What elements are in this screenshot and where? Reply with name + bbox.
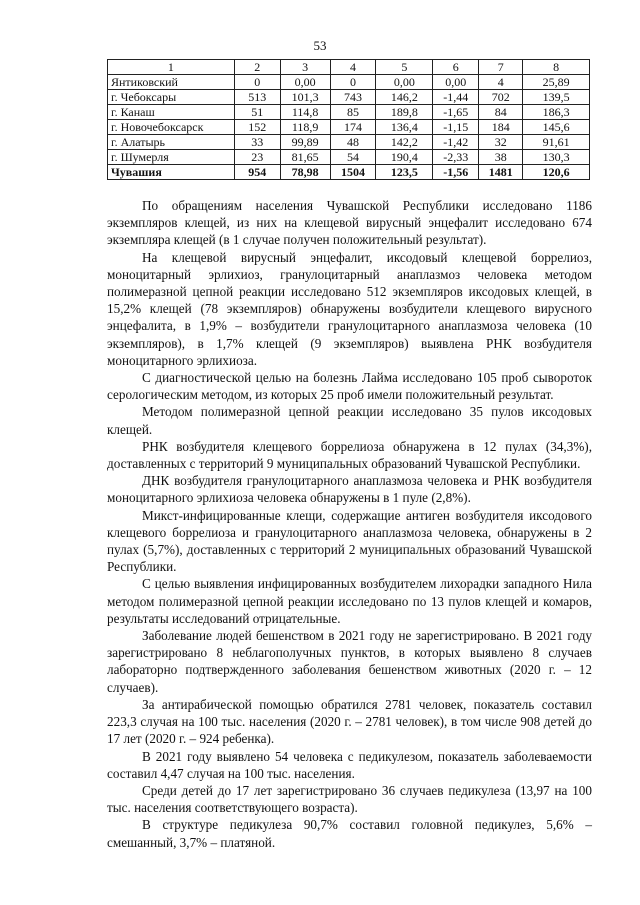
paragraph: Заболевание людей бешенством в 2021 году не зарегистрировано. В 2021 году зарегистрировано 8 неблагополучных пунктов, в которых выявлено 8 случаев лабораторно подтвержденного заболевания бешенством животных (2020 г. – 12 случаев). — [107, 628, 592, 695]
table-cell: -1,44 — [433, 90, 479, 105]
table-cell: 702 — [479, 90, 523, 105]
paragraph: РНК возбудителя клещевого боррелиоза обнаружена в 12 пулах (34,3%), доставленных с территорий 9 муниципальных образований Чувашской Республики. — [107, 438, 592, 472]
table-cell: 146,2 — [376, 90, 433, 105]
table-cell: -1,42 — [433, 135, 479, 150]
table-row — [108, 120, 590, 135]
page-number: 53 — [313, 38, 327, 53]
statistics-table — [107, 59, 590, 180]
paragraph: В структуре педикулеза 90,7% составил головной педикулез, 5,6% – смешанный, 3,7% – платяной. — [107, 817, 592, 850]
table-cell: Янтиковский — [108, 75, 235, 90]
paragraph: Микст-инфицированные клещи, содержащие антиген возбудителя иксодового клещевого боррелиоза и гранулоцитарного анаплазмоза человека, обнаружены в 2 пулах (5,7%), доставленных с территорий 2 муниципальных образований Чувашской Республики. — [107, 507, 592, 575]
table-cell: 114,8 — [280, 105, 330, 120]
table-cell: 23 — [234, 150, 280, 165]
header-cell: 2 — [234, 60, 280, 75]
table-cell: 186,3 — [523, 105, 590, 120]
paragraph: Среди детей до 17 лет зарегистрировано 36 случаев педикулеза (13,97 на 100 тыс. населения соответствующего возраста). — [107, 782, 592, 816]
table-cell: 99,89 — [280, 135, 330, 150]
table-cell: 32 — [479, 135, 523, 150]
table-cell: 0,00 — [280, 75, 330, 90]
table-cell: 120,6 — [523, 165, 590, 180]
table-cell: г. Алатырь — [108, 135, 235, 150]
table-cell: г. Чебоксары — [108, 90, 235, 105]
table-cell: 38 — [479, 150, 523, 165]
table-cell: 130,3 — [523, 150, 590, 165]
table-row — [108, 150, 590, 165]
table-cell: 152 — [234, 120, 280, 135]
table-cell: 25,89 — [523, 75, 590, 90]
table-cell: 142,2 — [376, 135, 433, 150]
paragraph: С целью выявления инфицированных возбудителем лихорадки западного Нила методом полимеразной цепной реакции исследовано по 13 пулов клещей и комаров, результаты исследований отрицательные. — [107, 576, 592, 626]
table-cell: 513 — [234, 90, 280, 105]
table-cell: 0,00 — [376, 75, 433, 90]
header-cell: 7 — [479, 60, 523, 75]
paragraph: С диагностической целью на болезнь Лайма исследовано 105 проб сывороток серологическим методом, из которых 25 проб имели положительный результат. — [107, 370, 592, 403]
table-cell: 174 — [330, 120, 376, 135]
table-cell: 0,00 — [433, 75, 479, 90]
table-row — [108, 90, 590, 105]
header-cell: 3 — [280, 60, 330, 75]
table-cell: 0 — [330, 75, 376, 90]
paragraph: Методом полимеразной цепной реакции исследовано 35 пулов иксодовых клещей. — [107, 404, 592, 437]
table-cell: 743 — [330, 90, 376, 105]
paragraph: В 2021 году выявлено 54 человека с педикулезом, показатель заболеваемости составил 4,47 случая на 100 тыс. населения. — [107, 748, 592, 781]
table-cell: 81,65 — [280, 150, 330, 165]
header-cell: 6 — [433, 60, 479, 75]
table-cell: -1,56 — [433, 165, 479, 180]
paragraph: По обращениям населения Чувашской Республики исследовано 1186 экземпляров клещей, из них на клещевой вирусный энцефалит исследовано 674 экземпляра клещей (в 1 случае получен положительный результат). — [107, 198, 592, 248]
table-row — [108, 75, 590, 90]
table-cell: 51 — [234, 105, 280, 120]
table-cell: -2,33 — [433, 150, 479, 165]
table-cell: 54 — [330, 150, 376, 165]
table-cell: 136,4 — [376, 120, 433, 135]
header-cell: 4 — [330, 60, 376, 75]
paragraph: ДНК возбудителя гранулоцитарного анаплазмоза человека и РНК возбудителя моноцитарного эрлихиоза человека обнаружены в 1 пуле (2,8%). — [107, 473, 592, 506]
table-cell: 145,6 — [523, 120, 590, 135]
table-cell: г. Новочебоксарск — [108, 120, 235, 135]
table-cell: 1504 — [330, 165, 376, 180]
table-cell: -1,65 — [433, 105, 479, 120]
table-cell: г. Шумерля — [108, 150, 235, 165]
table-cell: 101,3 — [280, 90, 330, 105]
table-header-row — [108, 60, 590, 75]
header-cell: 1 — [108, 60, 235, 75]
table-cell: 139,5 — [523, 90, 590, 105]
header-cell: 5 — [376, 60, 433, 75]
table-cell: -1,15 — [433, 120, 479, 135]
header-cell: 8 — [523, 60, 590, 75]
table-row — [108, 105, 590, 120]
body-text — [107, 197, 592, 851]
paragraph: За антирабической помощью обратился 2781 человек, показатель составил 223,3 случая на 100 тыс. населения (2020 г. – 2781 человек), в том числе 908 детей до 17 лет (2020 г. – 924 ребенка). — [107, 696, 592, 747]
table-cell: 184 — [479, 120, 523, 135]
table-cell: 4 — [479, 75, 523, 90]
table-cell: 190,4 — [376, 150, 433, 165]
table-cell: 0 — [234, 75, 280, 90]
table-cell: 91,61 — [523, 135, 590, 150]
table-cell: 189,8 — [376, 105, 433, 120]
table-cell: 33 — [234, 135, 280, 150]
table-cell: г. Канаш — [108, 105, 235, 120]
table-cell: 123,5 — [376, 165, 433, 180]
table-cell: Чувашия — [108, 165, 235, 180]
table-cell: 48 — [330, 135, 376, 150]
table-cell: 78,98 — [280, 165, 330, 180]
table-cell: 1481 — [479, 165, 523, 180]
table-total-row — [108, 165, 590, 180]
table-row — [108, 135, 590, 150]
table-cell: 954 — [234, 165, 280, 180]
table-cell: 85 — [330, 105, 376, 120]
table-cell: 84 — [479, 105, 523, 120]
table-cell: 118,9 — [280, 120, 330, 135]
paragraph: На клещевой вирусный энцефалит, иксодовый клещевой боррелиоз, моноцитарный эрлихиоз, гранулоцитарный анаплазмоз человека методом полимеразной цепной реакции исследовано 512 экземпляров иксодовых клещей, в 15,2% клещей (78 экземпляров) обнаружены возбудители клещевого вирусного энцефалита, в 1,9% – возбудители гранулоцитарного анаплазмоза человека (10 экземпляров), в 1,7% клещей (9 экземпляров) выявлена РНК возбудителя моноцитарного эрлихиоза. — [107, 249, 592, 368]
